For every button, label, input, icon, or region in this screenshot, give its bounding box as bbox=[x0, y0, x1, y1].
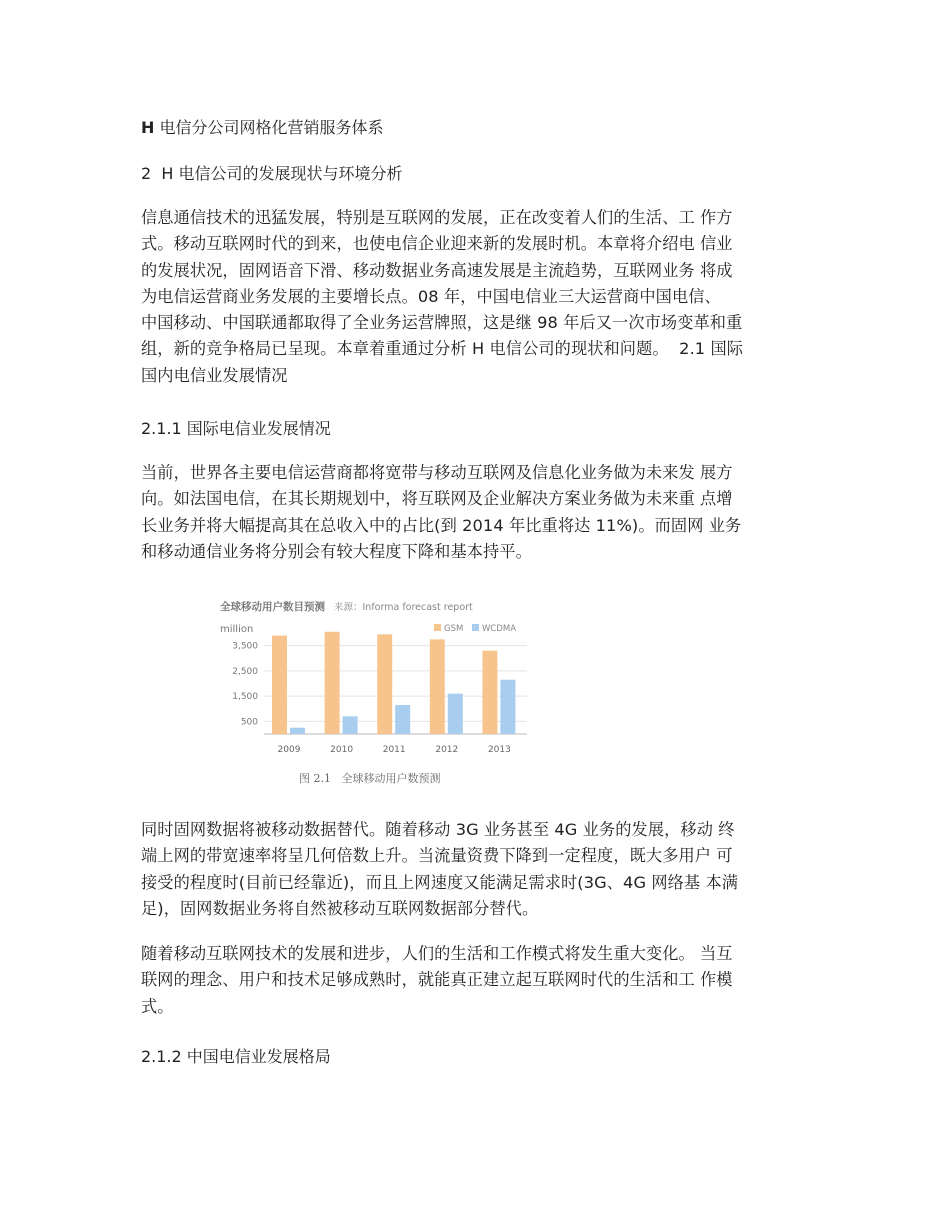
chart-x-ticks bbox=[278, 745, 511, 755]
paragraph-4 bbox=[141, 941, 811, 1020]
chart-bar-wcdma bbox=[343, 716, 358, 734]
chart-bar-wcdma bbox=[395, 705, 410, 734]
chart-bar-wcdma bbox=[500, 680, 515, 734]
document-title-text: 电信分公司网格化营销服务体系 bbox=[154, 118, 384, 137]
section-heading-2-1-1: 2.1.1 国际电信业发展情况 bbox=[141, 419, 331, 438]
paragraph-2 bbox=[141, 460, 811, 565]
chart-bar-gsm bbox=[482, 651, 497, 734]
chart-x-tick-label: 2011 bbox=[382, 745, 406, 755]
chart-x-tick-label: 2013 bbox=[487, 745, 511, 755]
section-heading-2: 2 H 电信公司的发展现状与环境分析 bbox=[141, 164, 403, 183]
paragraph-line: 为电信运营商业务发展的主要增长点。08 年，中国电信业三大运营商中国电信、 bbox=[141, 286, 721, 306]
document-title-prefix: H bbox=[141, 118, 155, 137]
chart-legend-swatch bbox=[434, 624, 441, 631]
chart-legend-label: WCDMA bbox=[482, 624, 517, 634]
paragraph-line: 组，新的竞争格局已呈现。本章着重通过分析 H 电信公司的现状和问题。 2.1 国际 bbox=[141, 339, 744, 359]
paragraph-line: 联网的理念、用户和技术足够成熟时，就能真正建立起互联网时代的生活和工 作模 bbox=[141, 970, 733, 990]
chart-bar-gsm bbox=[325, 632, 340, 734]
chart-bar-gsm bbox=[272, 636, 287, 734]
document-title bbox=[141, 118, 383, 138]
paragraph-line: 向。如法国电信，在其长期规划中，将互联网及企业解决方案业务做为未来重 点增 bbox=[141, 489, 733, 509]
paragraph-line: 同时固网数据将被移动数据替代。随着移动 3G 业务甚至 4G 业务的发展，移动 终 bbox=[141, 820, 735, 839]
paragraph-line: 随着移动互联网技术的发展和进步，人们的生活和工作模式将发生重大变化。 当互 bbox=[141, 944, 733, 963]
paragraph-line: 式。 bbox=[141, 996, 174, 1016]
paragraph-line: 国内电信业发展情况 bbox=[141, 365, 288, 385]
paragraph-3 bbox=[141, 817, 811, 922]
chart-bars bbox=[272, 632, 515, 734]
chart-bar-wcdma bbox=[290, 728, 305, 734]
paragraph-1 bbox=[141, 205, 811, 389]
paragraph-line: 式。移动互联网时代的到来，也使电信企业迎来新的发展时机。本章将介绍电 信业 bbox=[141, 234, 733, 254]
paragraph-line: 信息通信技术的迅猛发展，特别是互联网的发展，正在改变着人们的生活、工 作方 bbox=[141, 208, 733, 227]
figure-caption: 图 2.1 全球移动用户数预测 bbox=[299, 772, 441, 785]
chart-y-ticks bbox=[232, 642, 258, 728]
chart-y-tick-label: 500 bbox=[240, 717, 258, 728]
chart-y-tick-label: 2,500 bbox=[232, 666, 258, 677]
paragraph-line: 的发展状况，固网语音下滑、移动数据业务高速发展是主流趋势，互联网业务 将成 bbox=[141, 260, 733, 280]
chart-bar-wcdma bbox=[448, 694, 463, 734]
paragraph-line: 端上网的带宽速率将呈几何倍数上升。当流量资费下降到一定程度，既大多用户 可 bbox=[141, 846, 733, 866]
chart-x-tick-label: 2012 bbox=[435, 745, 459, 755]
paragraph-line: 中国移动、中国联通都取得了全业务运营牌照，这是继 98 年后又一次市场变革和重 bbox=[141, 313, 743, 333]
paragraph-line: 足)，固网数据业务将自然被移动互联网数据部分替代。 bbox=[141, 898, 539, 918]
section-heading-2-1-2: 2.1.2 中国电信业发展格局 bbox=[141, 1047, 331, 1066]
paragraph-line: 和移动通信业务将分别会有较大程度下降和基本持平。 bbox=[141, 541, 532, 561]
paragraph-line: 长业务并将大幅提高其在总收入中的占比(到 2014 年比重将达 11%)。而固网 业务 bbox=[141, 515, 742, 535]
chart-bar-gsm bbox=[430, 639, 445, 734]
chart-legend-swatch bbox=[472, 624, 479, 631]
chart-y-axis-label: million bbox=[220, 624, 254, 635]
figure-mobile-users-chart bbox=[212, 590, 532, 790]
chart-source-note: 来源：Informa forecast report bbox=[334, 602, 473, 613]
chart-bar-gsm bbox=[377, 634, 392, 734]
chart-x-tick-label: 2010 bbox=[330, 745, 354, 755]
paragraph-line: 当前，世界各主要电信运营商都将宽带与移动互联网及信息化业务做为未来发 展方 bbox=[141, 463, 733, 482]
chart-title: 全球移动用户数目预测 bbox=[220, 601, 325, 613]
chart-x-tick-label: 2009 bbox=[277, 745, 301, 755]
paragraph-line: 接受的程度时(目前已经靠近)，而且上网速度又能满足需求时(3G、4G 网络基 本满 bbox=[141, 872, 739, 892]
chart-y-tick-label: 1,500 bbox=[232, 692, 258, 703]
bar-chart bbox=[212, 590, 532, 765]
chart-legend-label: GSM bbox=[444, 624, 464, 634]
chart-y-tick-label: 3,500 bbox=[232, 641, 258, 652]
chart-legend bbox=[434, 624, 516, 634]
